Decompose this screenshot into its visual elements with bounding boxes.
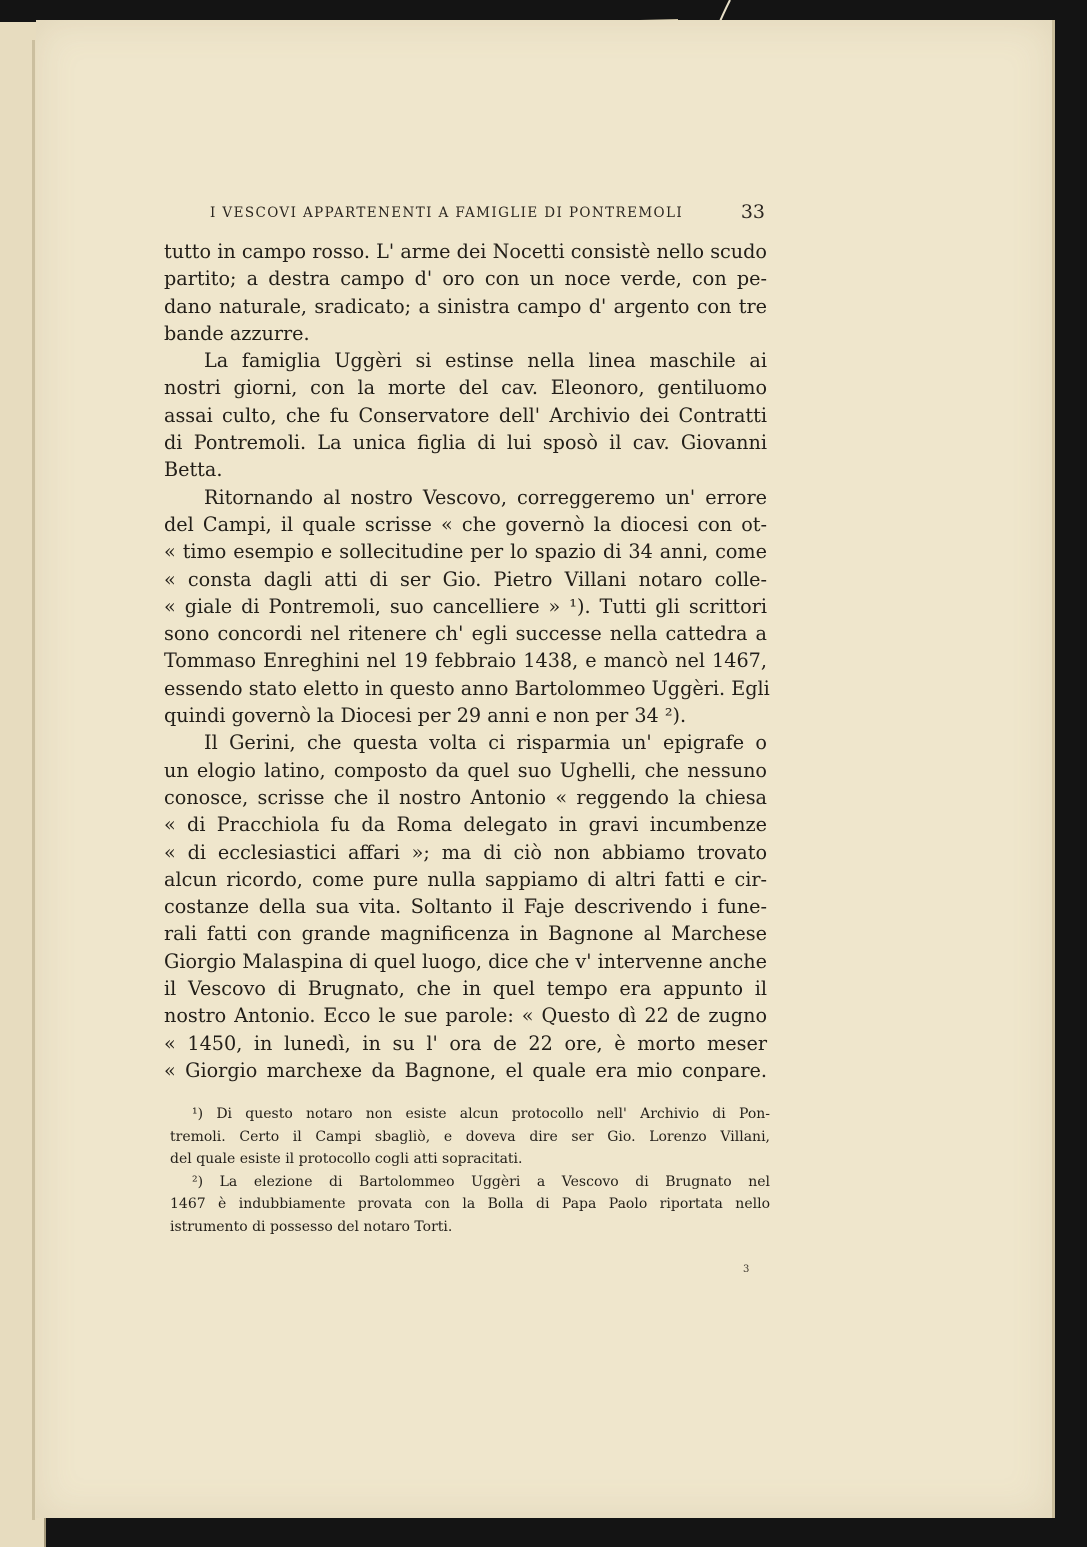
footnote-line: istrumento di possesso del notaro Torti. — [170, 1218, 453, 1235]
text-line: Il Gerini, che questa volta ci risparmia un' epigrafe o — [204, 731, 767, 755]
text-line: quindi governò la Diocesi per 29 anni e non per 34 ²). — [164, 704, 687, 728]
page-fold-line — [32, 40, 35, 1520]
text-line: alcun ricordo, come pure nulla sappiamo di altri fatti e cir- — [164, 867, 767, 891]
footnote-line: 1467 è indubbiamente provata con la Bolla di Papa Paolo riportata nello — [170, 1196, 770, 1212]
text-line: partito; a destra campo d' oro con un noce verde, con pe- — [164, 267, 767, 291]
text-line: essendo stato eletto in questo anno Bartolommeo Uggèri. Egli — [164, 676, 770, 700]
text-line: dano naturale, sradicato; a sinistra campo d' argento con tre — [164, 294, 767, 318]
text-line: « timo esempio e sollecitudine per lo spazio di 34 anni, come — [164, 540, 767, 564]
text-line: assai culto, che fu Conservatore dell' Archivio dei Contratti — [164, 403, 767, 427]
text-line: « 1450, in lunedì, in su l' ora de 22 ore, è morto meser — [164, 1031, 767, 1055]
text-line: Ritornando al nostro Vescovo, correggeremo un' errore — [204, 485, 767, 509]
footnote-line: del quale esiste il protocollo cogli atti sopracitati. — [170, 1151, 523, 1167]
text-line: rali fatti con grande magnificenza in Bagnone al Marchese — [164, 922, 767, 946]
footnotes — [170, 1103, 770, 1238]
text-line: bande azzurre. — [164, 321, 310, 345]
body-text — [164, 238, 770, 1084]
text-line: « giale di Pontremoli, suo cancelliere » ¹). Tutti gli scrittori — [164, 594, 767, 618]
text-line: il Vescovo di Brugnato, che in quel tempo era appunto il — [164, 977, 767, 1001]
text-line: Betta. — [164, 458, 223, 482]
text-line: Giorgio Malaspina di quel luogo, dice che v' intervenne anche — [164, 949, 767, 973]
text-line: Tommaso Enreghini nel 19 febbraio 1438, e mancò nel 1467, — [164, 649, 767, 673]
running-title: I VESCOVI APPARTENENTI A FAMIGLIE DI PONTREMOLI — [210, 205, 684, 221]
text-line: un elogio latino, composto da quel suo Ughelli, che nessuno — [164, 758, 767, 782]
footnote-line: ¹) Di questo notaro non esiste alcun protocollo nell' Archivio di Pon- — [192, 1106, 770, 1122]
text-line: « consta dagli atti di ser Gio. Pietro Villani notaro colle- — [164, 567, 767, 591]
text-line: del Campi, il quale scrisse « che governò la diocesi con ot- — [164, 512, 767, 536]
text-line: nostro Antonio. Ecco le sue parole: « Questo dì 22 de zugno — [164, 1004, 767, 1028]
text-line: La famiglia Uggèri si estinse nella linea maschile ai — [204, 349, 767, 373]
text-line: tutto in campo rosso. L' arme dei Nocetti consistè nello scudo — [164, 240, 767, 263]
page-number: 33 — [740, 201, 765, 223]
running-header — [210, 201, 765, 225]
text-line: « di Pracchiola fu da Roma delegato in gravi incumbenze — [164, 813, 767, 837]
text-line: costanze della sua vita. Soltanto il Faje descrivendo i fune- — [164, 895, 767, 919]
text-line: sono concordi nel ritenere ch' egli successe nella cattedra a — [164, 622, 767, 646]
footnote-line: tremoli. Certo il Campi sbagliò, e doveva dire ser Gio. Lorenzo Villani, — [170, 1128, 770, 1145]
text-line: nostri giorni, con la morte del cav. Eleonoro, gentiluomo — [164, 376, 767, 400]
text-line: « Giorgio marchexe da Bagnone, el quale era mio conpare. — [164, 1058, 767, 1082]
text-line: di Pontremoli. La unica figlia di lui sposò il cav. Giovanni — [164, 431, 767, 455]
text-line: conosce, scrisse che il nostro Antonio « reggendo la chiesa — [164, 785, 767, 809]
text-line: « di ecclesiastici affari »; ma di ciò non abbiamo trovato — [164, 840, 767, 864]
footnote-line: ²) La elezione di Bartolommeo Uggèri a Vescovo di Brugnato nel — [192, 1173, 770, 1190]
signature-mark: 3 — [743, 1264, 750, 1275]
